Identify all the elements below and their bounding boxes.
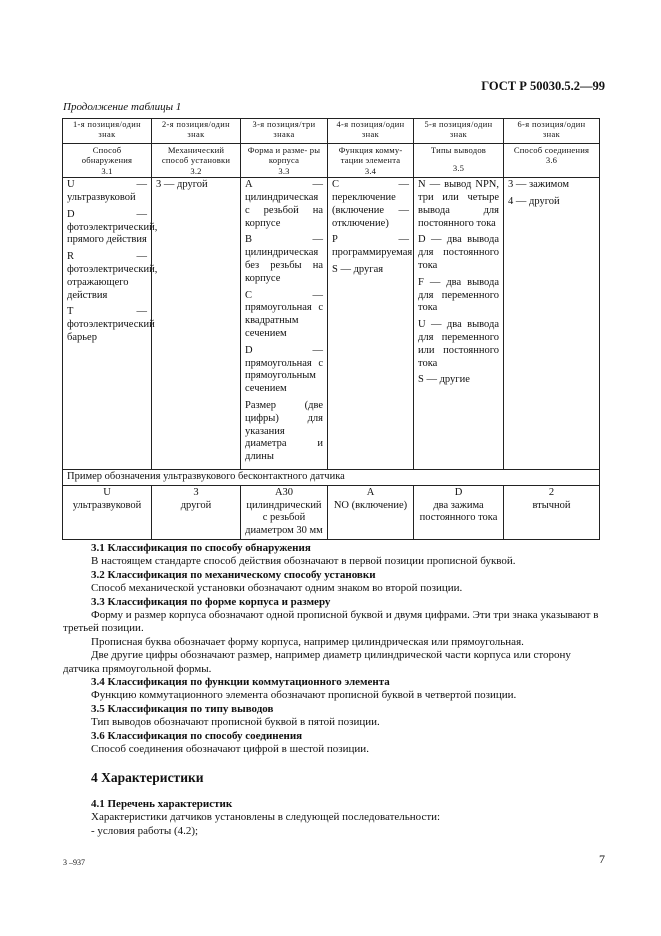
example-cell: 2 втычной: [504, 485, 600, 539]
section-text: Функцию коммутационного элемента обозначают прописной буквой в четвертой позиции.: [91, 689, 517, 702]
section-heading: 3.2 Классификация по механическому способу установки: [91, 568, 376, 581]
category-header: Способ обнаружения 3.1: [63, 144, 152, 178]
section-heading: 3.6 Классификация по способу соединения: [91, 729, 303, 742]
section-text: Две другие цифры обозначают размер, например диаметр цилиндрической части корпуса или сторону датчика прямоугольной формы.: [63, 649, 571, 675]
codes-mounting: 3 — другой: [152, 178, 241, 470]
section-heading: 3.1 Классификация по способу обнаружения: [91, 542, 311, 554]
position-header: 5-я позиция/один знак: [414, 119, 504, 144]
section-heading: 3.3 Классификация по форме корпуса и размеру: [91, 595, 331, 608]
section-heading: 4.1 Перечень характеристик: [91, 797, 233, 810]
position-header: 6-я позиция/один знак: [504, 119, 600, 144]
section-text: Прописная буква обозначает форму корпуса, например цилиндрическая или прямоугольная.: [91, 635, 524, 648]
example-title-row: [63, 469, 600, 485]
page-number: 7: [599, 852, 605, 866]
example-cell: A NO (включение): [328, 485, 414, 539]
table-continuation-label: Продолжение таблицы 1: [63, 101, 182, 113]
position-header-row: [63, 119, 600, 144]
chapter-heading: 4 Характеристики: [91, 769, 204, 785]
category-header: Способ соединения 3.6: [504, 144, 600, 178]
example-values-row: [63, 485, 600, 539]
codes-connection: 3 — зажимом 4 — другой: [504, 178, 600, 470]
example-cell: A30 цилиндрический с резьбой диаметром 30 мм: [241, 485, 328, 539]
codes-housing: A — цилиндрическая с резьбой на корпусе B — цилиндрическая без резьбы на корпусе C — прямоугольная с квадратным сечением D — прямоугольная с прямоугольным сечением Размер (две цифры) для указания диаметра и длины: [241, 178, 328, 470]
section-text: В настоящем стандарте способ действия обозначают в первой позиции прописной буквой.: [91, 555, 516, 568]
example-cell: D два зажима постоянного тока: [414, 485, 504, 539]
example-cell: 3 другой: [152, 485, 241, 539]
example-title: Пример обозначения ультразвукового бесконтактного датчика: [63, 469, 600, 485]
position-header: 3-я позиция/три знака: [241, 119, 328, 144]
codes-detection: U — ультразвуковой D — фотоэлектрический, прямого действия R — фотоэлектрический, отражающего действия T — фотоэлектрический барьер: [63, 178, 152, 470]
position-header: 4-я позиция/один знак: [328, 119, 414, 144]
section-text: Характеристики датчиков установлены в следующей последовательности:: [91, 811, 441, 824]
category-header-row: [63, 144, 600, 178]
print-code: 3 –937: [63, 858, 85, 867]
category-header: Механический способ установки 3.2: [152, 144, 241, 178]
codes-outputs: N — вывод NPN, три или четыре вывода для постоянного тока D — два вывода для постоянного тока F — два вывода для переменного тока U — два вывода для переменного или постоянного тока S — другие: [414, 178, 504, 470]
section-text: Способ механической установки обозначают одним знаком во второй позиции.: [91, 582, 463, 595]
category-header: Типы выводов 3.5: [414, 144, 504, 178]
section-text: Способ соединения обозначают цифрой в шестой позиции.: [91, 743, 369, 756]
document-code: ГОСТ Р 50030.5.2—99: [481, 79, 605, 93]
designation-table: [62, 118, 600, 540]
position-header: 2-я позиция/один знак: [152, 119, 241, 144]
list-item: - условия работы (4.2);: [91, 824, 199, 837]
section-heading: 3.5 Классификация по типу выводов: [91, 702, 274, 715]
position-header: 1-я позиция/один знак: [63, 119, 152, 144]
section-heading: 3.4 Классификация по функции коммутационного элемента: [91, 676, 390, 689]
classification-sections: [63, 542, 608, 838]
category-header: Форма и разме- ры корпуса 3.3: [241, 144, 328, 178]
codes-row: [63, 178, 600, 470]
category-header: Функция комму- тации элемента 3.4: [328, 144, 414, 178]
example-cell: U ультразвуковой: [63, 485, 152, 539]
section-text: Форму и размер корпуса обозначают одной прописной буквой и двумя цифрами. Эти три знака указывают в третьей позиции.: [63, 609, 599, 635]
codes-switching: C — переключение (включение — отключение) P — программируемая S — другая: [328, 178, 414, 470]
section-text: Тип выводов обозначают прописной буквой в пятой позиции.: [91, 716, 380, 729]
